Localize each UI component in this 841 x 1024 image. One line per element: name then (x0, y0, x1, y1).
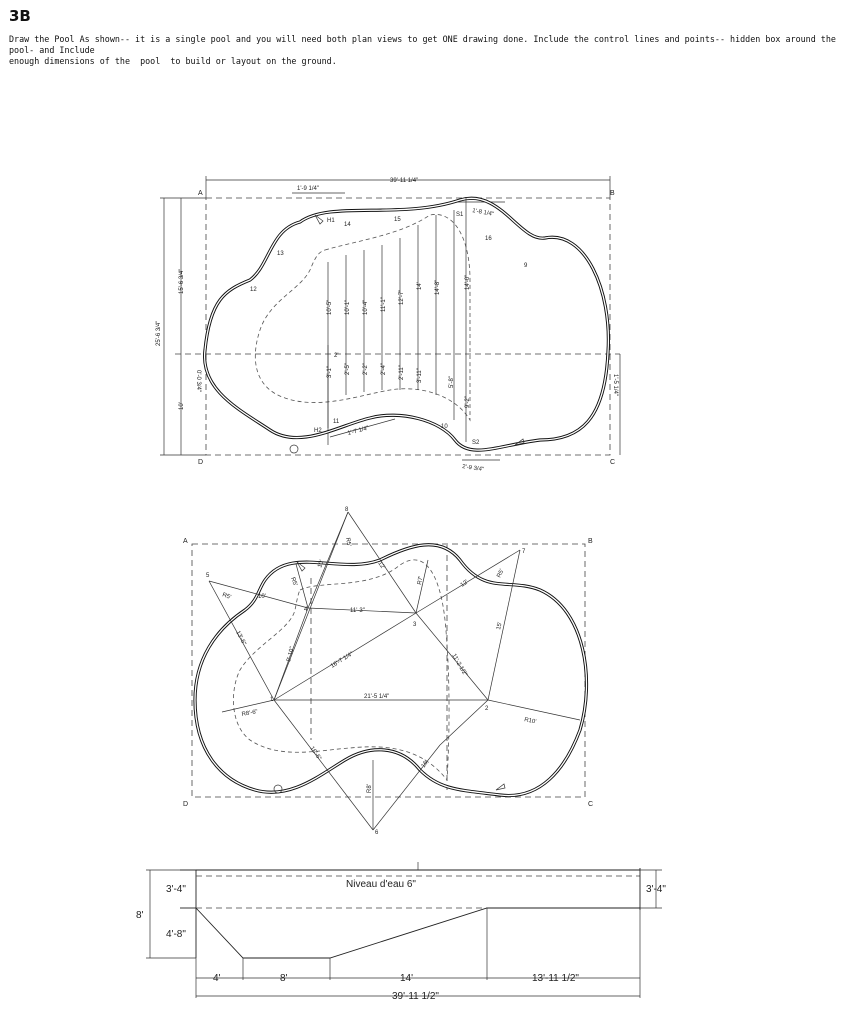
radius-3: R7' (417, 575, 425, 586)
point-h1: H1 (327, 218, 335, 224)
bottom-dim-2: 8' (280, 973, 288, 984)
center-2: 2 (485, 706, 489, 712)
upper-dim-7: 14'-8" (435, 279, 441, 295)
control-box-bottom (192, 544, 585, 797)
center-6: 6 (375, 830, 379, 836)
lower-dim-4: 2'-4" (381, 363, 387, 375)
radius-4: R5' (289, 576, 298, 587)
center-3: 3 (413, 622, 417, 628)
overall-dim: 39'-11 1/2" (392, 991, 439, 1002)
overall-height-top: 25'-6 3/4" (156, 320, 162, 346)
deep-end-outline-top (255, 214, 470, 420)
dim-10-a: 10' (258, 594, 266, 600)
corner-c-top: C (610, 459, 616, 466)
number-14: 14 (344, 222, 351, 228)
lower-dim-6: 3'-11" (417, 368, 423, 383)
dim-12-b: 12' (459, 579, 470, 589)
corner-c-bottom: C (588, 801, 594, 808)
bottom-dim-3: 14' (400, 973, 414, 984)
number-11: 11 (333, 419, 340, 425)
corner-a-bottom: A (183, 538, 188, 545)
corner-b-top: B (610, 190, 615, 197)
upper-dim-3: 10'-4" (363, 299, 369, 315)
dim-16-7: 16'-7 1/4" (329, 651, 355, 670)
number-10: 10 (441, 424, 448, 430)
left-total-dim: 8' (136, 910, 144, 921)
upper-dim-8: 14'-0" (465, 274, 471, 290)
left-upper-dim: 15'-6 3/4" (179, 268, 185, 294)
upper-dim-4: 11'-1" (381, 297, 387, 312)
lower-dim-1: 3'-1" (327, 366, 333, 378)
upper-dim-6: 14' (417, 282, 423, 290)
corner-b-bottom: B (588, 538, 593, 545)
corner-d-top: D (198, 459, 204, 466)
dim-11-2: 11'-2 1/2" (450, 653, 468, 678)
point-s2: S2 (472, 440, 480, 446)
water-level-label: Niveau d'eau 6" (346, 879, 416, 890)
corner-a-top: A (198, 190, 203, 197)
dim-16: 16' (420, 759, 431, 770)
plan-bottom (183, 507, 593, 836)
right-dim: 1'-5 1/4" (612, 374, 618, 396)
drain-icon-top (290, 445, 298, 453)
deep-end-outline-bottom (233, 560, 449, 780)
left-lower-dim: 4'-8" (166, 929, 186, 940)
corner-d-bottom: D (183, 801, 189, 808)
number-9: 9 (524, 263, 528, 269)
radius-7: R5' (496, 568, 506, 579)
lower-dim-7: 5'-8" (449, 376, 455, 388)
arrow-icon-bottom-2 (496, 784, 505, 790)
upper-dim-2: 10'-1" (345, 299, 351, 315)
lower-dim-3: 2'-2" (363, 363, 369, 375)
center-5: 5 (206, 573, 210, 579)
center-7: 7 (522, 549, 526, 555)
left-lower-dim: 10' (179, 402, 185, 410)
dim-h1: 1'-9 1/4" (297, 186, 319, 192)
dim-13-6: 13'-6" (234, 630, 247, 647)
dim-12-a: 12' (376, 560, 386, 571)
left-inner-dim: 0'-0 3/4" (195, 370, 201, 392)
plan-top (156, 176, 620, 473)
number-13: 13 (277, 251, 284, 257)
pool-floor-profile (196, 908, 640, 958)
number-15: 15 (394, 217, 401, 223)
instructions-text: Draw the Pool As shown-- it is a single pool and you will need both plan views to get ONE drawing done. Include the control lines and points-- hidden box around the pool- and Include enough dimensions of the pool to build or layout on the ground. (9, 34, 836, 66)
lower-dim-8: 9'-2" (465, 396, 471, 408)
dim-10-b: 10' (317, 559, 326, 569)
radius-8: R5' (344, 537, 352, 548)
number-12: 12 (250, 287, 257, 293)
page-title: 3B (9, 7, 31, 25)
label-2ft: 2' (334, 353, 339, 359)
lower-dim-2: 2'-5" (345, 363, 351, 375)
dim-16-6: 16'-6" (308, 745, 323, 762)
bottom-dim-1: 4' (213, 973, 221, 984)
pool-outline-bottom (195, 545, 587, 796)
radius-2: R10' (523, 717, 537, 726)
dim-h2: 1'-7 1/4" (346, 425, 370, 437)
right-top-dim: 3'-4" (646, 884, 666, 895)
dim-15: 15' (496, 621, 504, 631)
center-4: 4 (304, 607, 308, 613)
bottom-dim-4: 13'-11 1/2" (532, 973, 579, 984)
section-view (136, 862, 666, 1002)
dim-s2: 2'-9 3/4" (461, 464, 485, 474)
upper-dim-5: 12'-7" (399, 289, 405, 305)
dim-s1: 1'-8 1/4" (471, 208, 495, 218)
number-16: 16 (485, 236, 492, 242)
arrow-icon-top-1 (315, 215, 323, 224)
center-1: 1 (270, 697, 274, 703)
left-top-dim: 3'-4" (166, 884, 186, 895)
radius-6: R8' (367, 784, 373, 793)
dim-11-3: 11'-3" (350, 608, 365, 614)
center-8: 8 (345, 507, 349, 513)
point-s1: S1 (456, 212, 464, 218)
overall-width-top: 39'-11 1/4" (390, 178, 419, 184)
dim-9-10: 9'-10" (286, 646, 296, 663)
radius-1: R8'-6" (241, 709, 259, 718)
upper-dim-1: 10'-5" (327, 299, 333, 315)
point-h2: H2 (314, 428, 322, 434)
dim-21-5: 21'-5 1/4" (364, 694, 390, 700)
radius-5: R5' (221, 592, 232, 601)
pool-outline-top (205, 198, 609, 450)
lower-dim-5: 2'-11" (399, 365, 405, 380)
